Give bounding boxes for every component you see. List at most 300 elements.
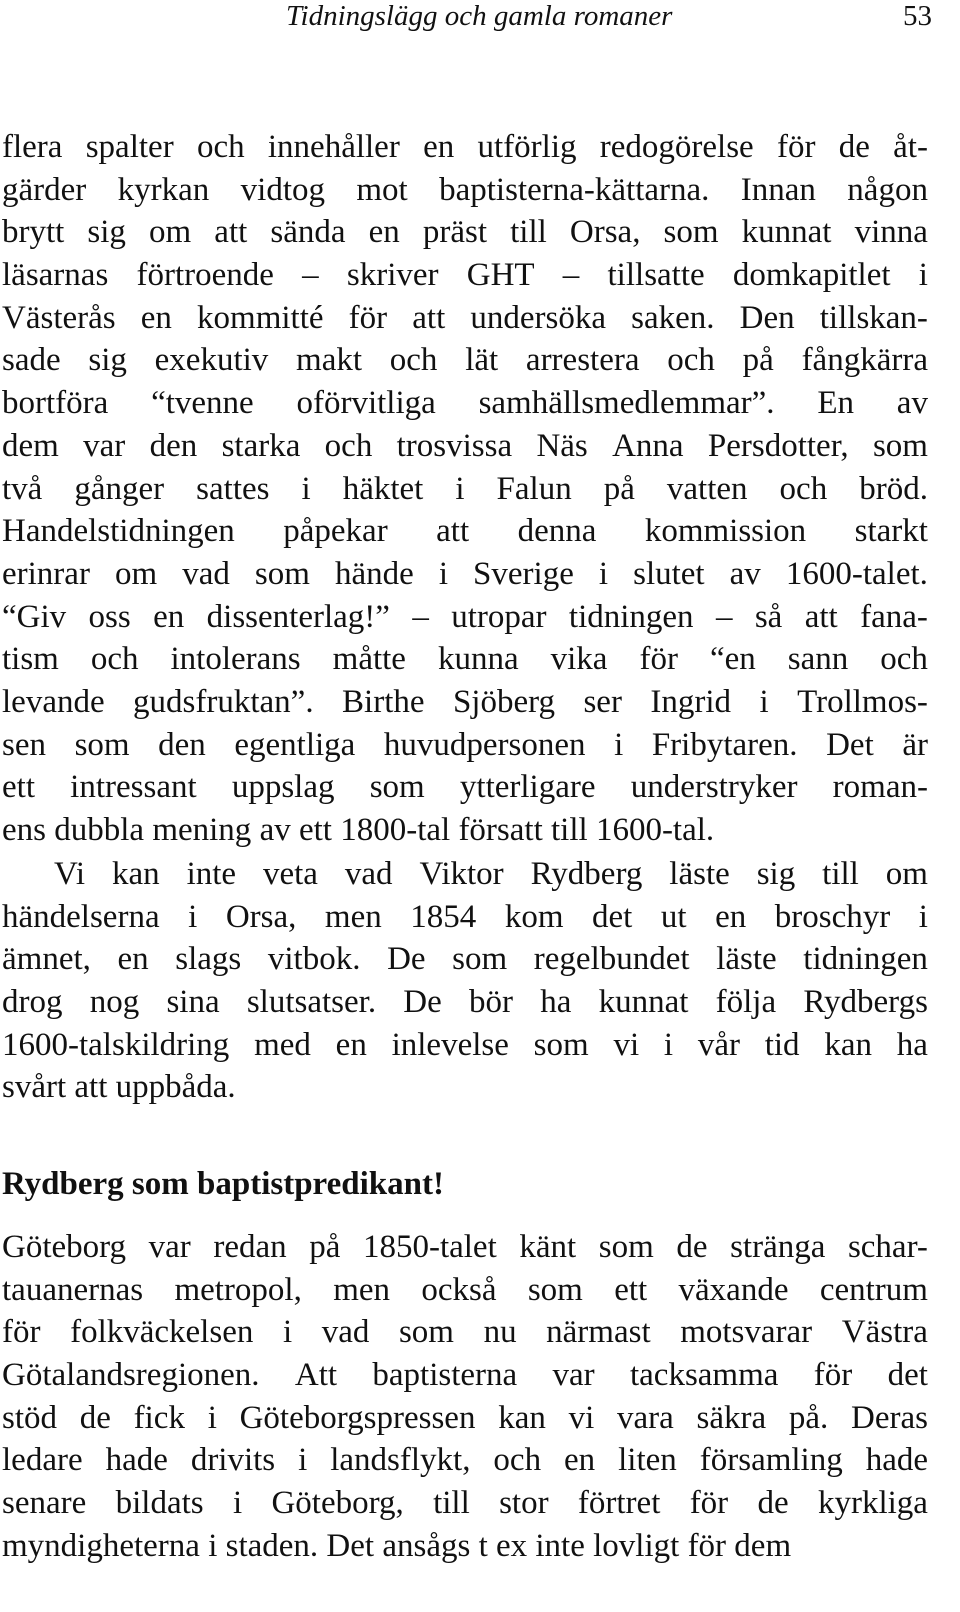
word: stor — [499, 1485, 549, 1522]
word: – — [302, 257, 319, 294]
word: ytterligare — [459, 769, 596, 806]
word: innehåller — [267, 129, 400, 165]
text-line — [2, 126, 928, 169]
word: men — [333, 1271, 391, 1308]
word: sig — [87, 214, 126, 251]
word: tism — [2, 641, 59, 678]
text-line — [2, 809, 928, 852]
text-line — [2, 638, 928, 681]
word: kyrkliga — [817, 1485, 928, 1522]
word: schar- — [847, 1229, 928, 1265]
word: åt- — [893, 129, 928, 165]
word: var — [148, 1229, 191, 1265]
word: häktet — [342, 470, 424, 507]
word: av — [896, 385, 928, 422]
word: senare — [2, 1485, 87, 1522]
word: – — [412, 598, 429, 635]
word: tidningen — [568, 598, 694, 635]
word: erinrar — [2, 555, 90, 592]
word: ledare — [2, 1442, 83, 1479]
word: spalter — [85, 129, 174, 165]
paragraph — [2, 853, 928, 1109]
word: och — [493, 1442, 542, 1479]
word: som — [254, 555, 310, 592]
word: Sverige — [473, 555, 574, 592]
word: De — [403, 984, 442, 1021]
word: ett — [2, 769, 35, 806]
word: ens — [2, 812, 55, 848]
word: bildats — [115, 1485, 204, 1522]
word: Det — [326, 1527, 383, 1564]
running-title: Tidningslägg och gamla romaner — [286, 0, 673, 32]
word: nu — [483, 1314, 517, 1351]
word: Birthe — [342, 683, 425, 720]
word: drog — [2, 984, 63, 1021]
text-line — [2, 339, 928, 382]
word: 1600-talskildring — [2, 1026, 230, 1063]
word: vi — [613, 1026, 640, 1063]
text-line — [2, 211, 928, 254]
word: folkväckelsen — [70, 1314, 254, 1351]
word: känt — [519, 1229, 577, 1265]
word: Att — [294, 1357, 338, 1394]
word: i — [455, 470, 465, 507]
word: sen — [2, 726, 46, 763]
word: motsvarar — [680, 1314, 813, 1351]
word: Den — [739, 299, 795, 336]
word: också — [421, 1271, 497, 1308]
word: vad — [321, 1314, 370, 1351]
word: tauanernas — [2, 1271, 144, 1308]
word: det — [592, 898, 633, 935]
word: “tvenne — [151, 385, 254, 422]
word: fick — [133, 1399, 185, 1436]
word: närmast — [546, 1314, 651, 1351]
word: kan — [111, 856, 160, 892]
word: sina — [166, 984, 220, 1021]
word: exekutiv — [154, 342, 269, 379]
word: arrestera — [525, 342, 640, 379]
word: i — [208, 1527, 226, 1564]
word: växande — [678, 1271, 789, 1308]
word: Rydbergs — [803, 984, 928, 1021]
word: staden. — [225, 1527, 327, 1564]
word: kunna — [437, 641, 519, 678]
word: regelbundet — [533, 941, 690, 978]
word: ser — [583, 683, 622, 720]
word: med — [254, 1026, 311, 1063]
text-line — [2, 1482, 928, 1525]
word: lovligt — [593, 1527, 688, 1564]
text-line — [2, 681, 928, 724]
word: liten — [618, 1442, 677, 1479]
word: nog — [89, 984, 140, 1021]
word: att — [74, 1069, 116, 1106]
word: trosvissa — [396, 427, 513, 464]
word: kyrkan — [117, 171, 210, 208]
word: som — [527, 1271, 583, 1308]
text-line — [2, 254, 928, 297]
word: för — [2, 1314, 41, 1351]
word: baptisterna — [372, 1357, 518, 1394]
word: undersöka — [470, 299, 607, 336]
word: om — [114, 555, 158, 592]
word: att — [804, 598, 838, 635]
word: i — [614, 726, 624, 763]
word: Göteborg, — [271, 1485, 404, 1522]
word: tillsatte — [607, 257, 705, 294]
word: av — [259, 812, 299, 848]
word: – — [715, 598, 733, 635]
word: måtte — [332, 641, 406, 678]
text-line — [2, 596, 928, 639]
word: sann — [787, 641, 849, 678]
word: var — [552, 1357, 595, 1394]
word: som — [872, 427, 928, 464]
word: utförlig — [477, 129, 577, 165]
word: som — [74, 726, 130, 763]
word: ämnet, — [2, 941, 91, 978]
word: Götalandsregionen. — [2, 1357, 260, 1394]
word: ansågs — [382, 1527, 479, 1564]
word: “en — [709, 641, 756, 678]
paragraph — [2, 1226, 928, 1568]
text-line — [2, 981, 928, 1024]
page-number: 53 — [903, 0, 932, 32]
word: i — [188, 898, 198, 935]
word: att — [412, 299, 446, 336]
word: på — [603, 470, 635, 507]
word: av — [729, 555, 761, 592]
word: ha — [540, 984, 572, 1021]
word: stränga — [730, 1229, 826, 1265]
word: baptisterna-kättarna. — [439, 171, 710, 208]
word: bör — [469, 984, 513, 1021]
text-line — [2, 1066, 928, 1109]
word: vidtog — [240, 171, 326, 208]
word: dem — [2, 427, 59, 464]
word: 1800-tal — [340, 812, 459, 848]
word: saken. — [631, 299, 715, 336]
word: makt — [296, 342, 363, 379]
word: som — [369, 769, 425, 806]
word: Göteborg — [2, 1229, 127, 1265]
word: tid — [764, 1026, 800, 1063]
word: kom — [504, 898, 564, 935]
word: 1600-talet. — [785, 555, 928, 592]
word: tacksamma — [629, 1357, 779, 1394]
word: sig — [756, 856, 796, 892]
word: 1850-talet — [362, 1229, 497, 1265]
text-line — [2, 1024, 928, 1067]
word: det — [887, 1357, 928, 1394]
word: påpekar — [283, 513, 388, 550]
word: veta — [262, 856, 318, 892]
word: tillskan- — [819, 299, 928, 336]
word: för — [687, 1527, 735, 1564]
word: Viktor — [419, 856, 504, 892]
word: församling — [699, 1442, 843, 1479]
word: Vi — [54, 856, 86, 892]
word: Trollmos- — [797, 683, 928, 720]
word: denna — [517, 513, 597, 550]
word: 1600-tal. — [595, 812, 715, 848]
word: förtroende — [136, 257, 274, 294]
word: starkt — [854, 513, 928, 550]
word: en — [368, 214, 400, 251]
word: dissenterlag!” — [206, 598, 390, 635]
text-line — [2, 297, 928, 340]
text-line — [2, 425, 928, 468]
word: roman- — [832, 769, 928, 806]
word: Falun — [496, 470, 572, 507]
text-line — [2, 1269, 928, 1312]
word: samhällsmedlemmar”. — [478, 385, 775, 422]
word: uppbåda. — [115, 1069, 236, 1106]
word: för — [776, 129, 816, 165]
word: domkapitlet — [732, 257, 891, 294]
word: de — [79, 1399, 111, 1436]
word: som — [598, 1229, 654, 1265]
word: ex — [495, 1527, 536, 1564]
word: oförvitliga — [296, 385, 436, 422]
word: är — [902, 726, 928, 763]
word: slutsatser. — [246, 984, 377, 1021]
word: uppslag — [231, 769, 335, 806]
word: en — [564, 1442, 596, 1479]
word: levande — [2, 683, 105, 720]
word: landsflykt, — [330, 1442, 471, 1479]
text-line — [2, 468, 928, 511]
word: – — [562, 257, 580, 294]
word: i — [759, 683, 769, 720]
word: var — [83, 427, 126, 464]
word: ut — [660, 898, 687, 935]
word: en — [153, 598, 185, 635]
word: till — [551, 812, 596, 848]
word: 1854 — [410, 898, 477, 935]
word: utropar — [451, 598, 547, 635]
word: vara — [616, 1399, 674, 1436]
word: svårt — [2, 1069, 75, 1106]
word: centrum — [819, 1271, 928, 1308]
word: slutet — [633, 555, 705, 592]
word: sända — [270, 214, 346, 251]
word: Anna — [612, 427, 684, 464]
word: i — [298, 1442, 308, 1479]
word: redan — [213, 1229, 287, 1265]
word: på. — [788, 1399, 829, 1436]
word: oss — [88, 598, 131, 635]
word: i — [232, 1485, 243, 1522]
word: de — [676, 1229, 708, 1265]
word: Göteborgspressen — [239, 1399, 476, 1436]
word: följa — [715, 984, 777, 1021]
word: ett — [298, 812, 341, 848]
word: och — [667, 342, 715, 379]
word: Det — [826, 726, 874, 763]
word: vitbok. — [267, 941, 361, 978]
word: Handelstidningen — [2, 513, 235, 550]
text-line — [2, 896, 928, 939]
text-line — [2, 553, 928, 596]
word: flera — [2, 129, 63, 165]
word: gånger — [74, 470, 165, 507]
word: hade — [865, 1442, 928, 1479]
text-line — [2, 724, 928, 767]
word: Persdotter, — [707, 427, 849, 464]
text-line — [2, 1439, 928, 1482]
word: någon — [847, 171, 928, 208]
word: bortföra — [2, 385, 109, 422]
word: De — [387, 941, 426, 978]
word: egentliga — [234, 726, 356, 763]
word: som — [452, 941, 508, 978]
word: kan — [498, 1399, 546, 1436]
word: i — [282, 1314, 293, 1351]
word: ett — [614, 1271, 648, 1308]
text-line — [2, 853, 928, 896]
text-line — [2, 1354, 928, 1397]
word: tidningen — [803, 941, 928, 978]
word: kan — [824, 1026, 872, 1063]
word: den — [158, 726, 206, 763]
word: hände — [334, 555, 414, 592]
word: Ingrid — [650, 683, 732, 720]
word: vår — [697, 1026, 740, 1063]
text-line — [2, 938, 928, 981]
word: till — [822, 856, 859, 892]
word: hade — [105, 1442, 168, 1479]
word: om — [885, 856, 928, 892]
word: Näs — [536, 427, 588, 464]
word: gärder — [2, 171, 87, 208]
word: en — [117, 941, 149, 978]
text-line — [2, 1397, 928, 1440]
word: mening — [152, 812, 260, 848]
word: Innan — [740, 171, 816, 208]
word: Fribytaren. — [651, 726, 798, 763]
word: och — [196, 129, 245, 165]
text-line — [2, 169, 928, 212]
word: för — [689, 1485, 729, 1522]
word: en — [335, 1026, 367, 1063]
word: den — [149, 427, 198, 464]
word: som — [533, 1026, 589, 1063]
word: ha — [896, 1026, 928, 1063]
word: intolerans — [170, 641, 301, 678]
word: i — [918, 257, 928, 294]
word: läste — [669, 856, 730, 892]
word: och — [324, 427, 373, 464]
word: vad — [182, 555, 230, 592]
word: i — [598, 555, 609, 592]
word: En — [817, 385, 855, 422]
word: fana- — [860, 598, 928, 635]
word: Rydberg — [530, 856, 643, 892]
word: inlevelse — [391, 1026, 509, 1063]
word: i — [301, 470, 311, 507]
word: en — [140, 299, 172, 336]
word: till — [433, 1485, 470, 1522]
word: myndigheterna — [2, 1527, 209, 1564]
word: slags — [175, 941, 242, 978]
word: kunnat — [598, 984, 689, 1021]
word: redogörelse — [599, 129, 754, 165]
word: kommission — [644, 513, 807, 550]
word: Deras — [851, 1399, 928, 1436]
text-line — [2, 510, 928, 553]
word: dem — [734, 1527, 792, 1564]
text-line — [2, 766, 928, 809]
word: så — [754, 598, 783, 635]
word: de — [757, 1485, 789, 1522]
text-line — [2, 1226, 928, 1269]
word: starka — [221, 427, 301, 464]
word: som — [663, 214, 719, 251]
word: i — [207, 1399, 217, 1436]
word: mot — [356, 171, 408, 208]
word: förtret — [577, 1485, 661, 1522]
word: för — [348, 299, 388, 336]
word: och — [779, 470, 828, 507]
word: Västra — [841, 1314, 928, 1351]
word: i — [663, 1026, 674, 1063]
word: men — [324, 898, 382, 935]
word: om — [149, 214, 192, 251]
word: vad — [344, 856, 393, 892]
word: fångkärra — [801, 342, 928, 379]
word: broschyr — [774, 898, 891, 935]
word: på — [309, 1229, 341, 1265]
word: händelserna — [2, 898, 160, 935]
word: gudsfruktan”. — [133, 683, 314, 720]
word: vika — [550, 641, 608, 678]
word: huvudpersonen — [383, 726, 586, 763]
word: i — [918, 898, 928, 935]
word: vi — [568, 1399, 595, 1436]
word: Västerås — [2, 299, 116, 336]
word: sig — [88, 342, 127, 379]
word: drivits — [190, 1442, 276, 1479]
word: t — [478, 1527, 496, 1564]
word: och — [880, 641, 928, 678]
paragraph — [2, 126, 928, 852]
word: GHT — [466, 257, 535, 294]
word: metropol, — [174, 1271, 302, 1308]
word: säkra — [696, 1399, 767, 1436]
word: försatt — [458, 812, 551, 848]
word: vatten — [666, 470, 748, 507]
word: två — [2, 470, 43, 507]
word: kommitté — [197, 299, 324, 336]
word: en — [423, 129, 455, 165]
word: Orsa, — [225, 898, 297, 935]
word: präst — [422, 214, 488, 251]
word: sade — [2, 342, 61, 379]
word: understryker — [630, 769, 798, 806]
word: som — [398, 1314, 454, 1351]
word: att — [436, 513, 470, 550]
word: dubbla — [54, 812, 153, 848]
word: läsarnas — [2, 257, 109, 294]
word: till — [510, 214, 547, 251]
section-heading: Rydberg som baptistpredikant! — [2, 1166, 444, 1202]
word: för — [813, 1357, 853, 1394]
word: att — [214, 214, 248, 251]
word: Sjöberg — [452, 683, 556, 720]
running-header — [0, 0, 960, 40]
